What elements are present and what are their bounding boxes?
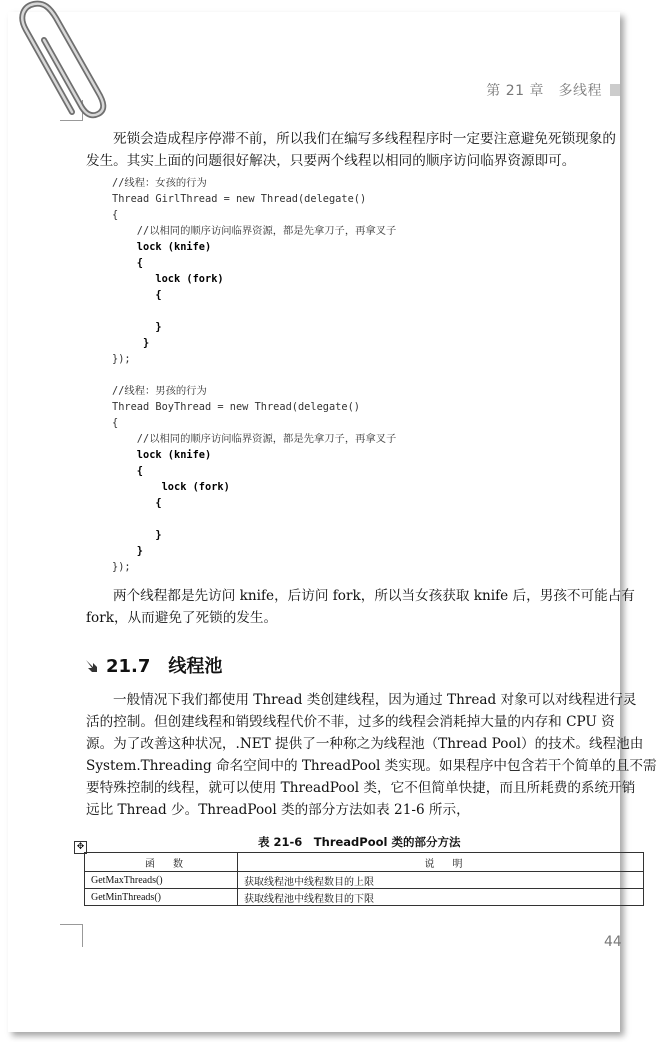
paragraph-line: 远比 Thread 少。ThreadPool 类的部分方法如表 21-6 所示， [86,802,470,818]
code-line: lock (fork) [112,481,230,493]
code-line: } [112,321,162,333]
table-row [85,889,644,906]
code-line: //以相同的顺序访问临界资源，都是先拿刀子，再拿叉子 [112,225,397,237]
code-line: //以相同的顺序访问临界资源，都是先拿刀子，再拿叉子 [112,433,397,445]
code-line: } [112,545,143,557]
table-caption: 表 21-6 ThreadPool 类的部分方法 [258,835,461,849]
book-page [8,12,657,1032]
code-line: { [112,417,119,429]
section-title: 线程池 [168,656,223,677]
code-line: lock (fork) [112,273,224,285]
table-header-cell: 说明 [238,853,644,872]
running-head [486,80,620,100]
code-line: //线程：男孩的行为 [112,385,207,397]
paragraph-line: System.Threading 命名空间中的 ThreadPool 类实现。如果程序中包含若干个简单的且不需 [86,758,657,774]
table-cell: GetMaxThreads() [85,872,238,889]
code-line: lock (knife) [112,449,212,461]
code-line [112,303,396,319]
paragraph-line: fork，从而避免了死锁的发生。 [86,610,278,626]
code-line: Thread GirlThread = new Thread(delegate() [112,193,367,205]
code-line: { [112,465,143,477]
code-line: //线程：女孩的行为 [112,177,207,189]
section-heading [84,652,222,678]
after-code-paragraph [86,585,646,629]
running-head-text: 第 21 章 多线程 [486,83,602,99]
code-line [112,511,396,527]
code-block-girl [112,175,396,367]
table-cell: 获取线程池中线程数目的上限 [238,872,644,889]
code-block-boy [112,383,396,575]
code-line: }); [112,353,131,365]
section-number: 21.7 [106,656,151,677]
code-line: } [112,337,150,349]
code-line: { [112,257,143,269]
paragraph-line: 两个线程都是先访问 knife，后访问 fork，所以当女孩获取 knife 后，男孩不可能占有 [113,588,635,604]
intro-paragraph [86,128,646,172]
code-line: { [112,209,119,221]
code-line: lock (knife) [112,241,212,253]
table-header-cell: 函数 [85,853,238,872]
code-line: { [112,289,162,301]
section-paragraph [86,689,657,821]
table-cell: GetMinThreads() [85,889,238,906]
table-row [85,872,644,889]
paragraph-line: 活的控制。但创建线程和销毁线程代价不菲，过多的线程会消耗掉大量的内存和 CPU 资 [86,714,615,730]
table-move-handle-icon[interactable]: ✥ [74,841,87,854]
paragraph-line: 死锁会造成程序停滞不前，所以我们在编写多线程程序时一定要注意避免死锁现象的 [113,131,616,147]
code-line: } [112,529,162,541]
methods-table [84,852,644,906]
page-number: 44 [604,934,622,950]
paragraph-line: 发生。其实上面的问题很好解决，只要两个线程以相同的顺序访问临界资源即可。 [86,153,576,169]
paragraph-line: 一般情况下我们都使用 Thread 类创建线程，因为通过 Thread 对象可以对线程进行灵 [113,692,637,708]
code-line: Thread BoyThread = new Thread(delegate() [112,401,360,413]
paragraph-line: 源。为了改善这种状况，.NET 提供了一种称之为线程池（Thread Pool）的技术。线程池由 [86,736,644,752]
code-line: }); [112,561,131,573]
crop-mark-bottom-left [60,924,83,947]
table-cell: 获取线程池中线程数目的下限 [238,889,644,906]
running-head-block [610,84,620,96]
table-header-row [85,853,644,872]
section-arrow-icon [84,658,100,674]
paperclip-icon [10,0,120,125]
code-line: { [112,497,162,509]
paragraph-line: 要特殊控制的线程，就可以使用 ThreadPool 类，它不但简单快捷，而且所耗费的系统开销 [86,780,636,796]
